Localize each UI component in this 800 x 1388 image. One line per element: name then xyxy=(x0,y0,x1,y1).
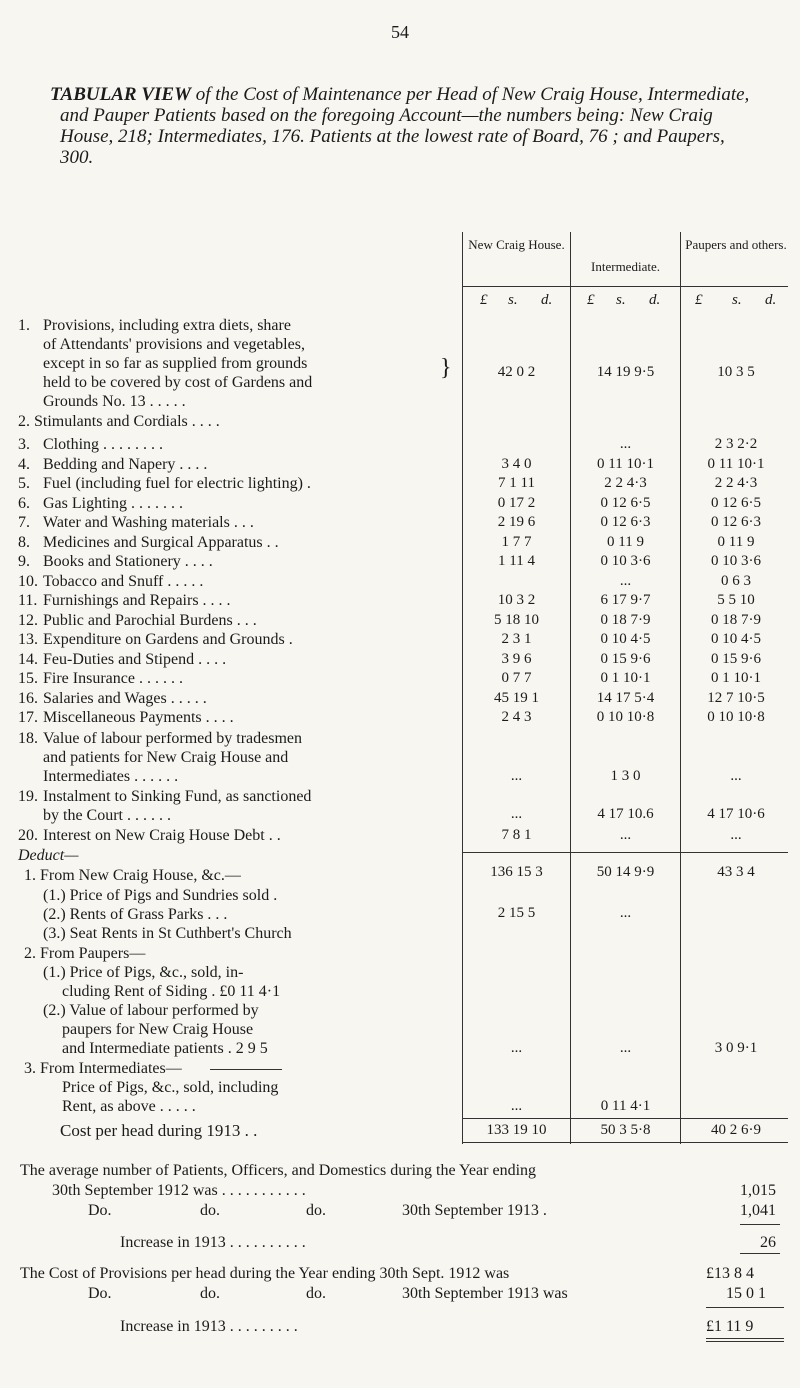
footer-value: 15 0 1 xyxy=(726,1285,766,1302)
footer-line: Increase in 1913 . . . . . . . . . . xyxy=(120,1234,306,1251)
footer-ditto: do. xyxy=(306,1202,326,1219)
row-number: 1. xyxy=(18,317,30,334)
header-rule xyxy=(463,286,788,287)
unit-shillings: s. xyxy=(616,292,626,308)
row-line: held to be covered by cost of Gardens and xyxy=(43,374,313,391)
row-number: 20. xyxy=(18,827,38,844)
row-number: 8. xyxy=(18,534,30,551)
row-line: Feu-Duties and Stipend . . . . xyxy=(43,651,227,668)
deduct-line: (1.) Price of Pigs and Sundries sold . xyxy=(43,887,278,904)
row-line: Public and Parochial Burdens . . . xyxy=(43,612,257,629)
cell-intermediate: 0 11 10·1 xyxy=(597,456,654,472)
row-line: Intermediates . . . . . . xyxy=(43,768,179,785)
cell-intermediate: 1 3 0 xyxy=(610,768,641,784)
row-line: Fire Insurance . . . . . . xyxy=(43,670,183,687)
footer-value: 1,041 xyxy=(740,1202,776,1219)
footer-rule xyxy=(740,1224,780,1225)
footer-rule xyxy=(740,1253,780,1254)
deduct-line: Price of Pigs, &c., sold, including xyxy=(62,1079,279,1096)
total-underline xyxy=(463,1142,788,1143)
deduct-intermediate: ... xyxy=(619,1040,632,1056)
row-number: 19. xyxy=(18,788,38,805)
row-line: Provisions, including extra diets, share xyxy=(43,317,291,334)
cell-paupers: 2 2 4·3 xyxy=(714,475,758,491)
row-number: 18. xyxy=(18,730,38,747)
cell-intermediate: 14 19 9·5 xyxy=(596,364,655,380)
footer-line: 30th September 1913 . xyxy=(402,1202,547,1219)
row-number: 4. xyxy=(18,456,30,473)
cell-paupers: 5 5 10 xyxy=(717,592,755,608)
footer-ditto: Do. xyxy=(88,1202,112,1219)
footer-value: £1 11 9 xyxy=(706,1318,754,1335)
total-intermediate: 50 3 5·8 xyxy=(600,1122,651,1138)
cell-intermediate: ... xyxy=(619,827,632,843)
cell-new-craig: 10 3 2 xyxy=(497,592,536,608)
deduct-new-craig: 2 15 5 xyxy=(497,905,536,921)
row-line: Clothing . . . . . . . . xyxy=(43,436,164,453)
cell-paupers: 0 10 10·8 xyxy=(707,709,765,725)
row-line: Bedding and Napery . . . . xyxy=(43,456,208,473)
row-number: 12. xyxy=(18,612,38,629)
row-line: Interest on New Craig House Debt . . xyxy=(43,827,281,844)
cell-paupers: 0 10 3·6 xyxy=(711,553,761,569)
row-line: Salaries and Wages . . . . . xyxy=(43,690,207,707)
row-line: Books and Stationery . . . . xyxy=(43,553,213,570)
total-label: Cost per head during 1913 . . xyxy=(60,1121,258,1140)
subtotal-new-craig: 136 15 3 xyxy=(490,864,543,880)
footer-line: 30th September 1913 was xyxy=(402,1285,568,1302)
cell-intermediate: 0 12 6·5 xyxy=(600,495,651,511)
footer-line: The Cost of Provisions per head during the Year ending 30th Sept. 1912 was xyxy=(20,1265,510,1282)
row-line: except in so far as supplied from grounds xyxy=(43,355,308,372)
row-line: Furnishings and Repairs . . . . xyxy=(43,592,231,609)
total-new-craig: 133 19 10 xyxy=(486,1122,547,1138)
cell-paupers: 0 18 7·9 xyxy=(711,612,761,628)
total-rule xyxy=(463,1118,788,1119)
row-number: 13. xyxy=(18,631,38,648)
cell-intermediate: 0 12 6·3 xyxy=(600,514,651,530)
deduct-new-craig: ... xyxy=(510,1040,523,1056)
deduct-line: (2.) Value of labour performed by xyxy=(43,1002,259,1019)
deduct-line: (2.) Rents of Grass Parks . . . xyxy=(43,906,228,923)
cell-paupers: 10 3 5 xyxy=(717,364,755,380)
row-line: Fuel (including fuel for electric lighting) . xyxy=(43,475,311,492)
deduct-intermediate: ... xyxy=(619,905,632,921)
footer-ditto: do. xyxy=(306,1285,326,1302)
cell-intermediate: 6 17 9·7 xyxy=(600,592,651,608)
deduct-line: and Intermediate patients . 2 9 5 xyxy=(62,1040,268,1057)
row-number: 15. xyxy=(18,670,38,687)
footer-value: £13 8 4 xyxy=(706,1265,754,1282)
page-title xyxy=(50,84,760,168)
unit-pounds: £ xyxy=(480,292,488,308)
deduct-item-1: 1. From New Craig House, &c.— xyxy=(24,867,241,884)
deduct-line: paupers for New Craig House xyxy=(62,1021,254,1038)
cell-intermediate: ... xyxy=(619,436,632,452)
row-number: 16. xyxy=(18,690,38,707)
cell-paupers: 0 6 3 xyxy=(721,573,751,589)
row-line: Gas Lighting . . . . . . . xyxy=(43,495,183,512)
row-number: 17. xyxy=(18,709,38,726)
cell-paupers: 0 10 4·5 xyxy=(711,631,761,647)
deduct-line: cluding Rent of Siding . £0 11 4·1 xyxy=(62,983,281,1000)
cell-intermediate: 4 17 10.6 xyxy=(597,806,654,822)
cell-new-craig: 0 17 2 xyxy=(497,495,536,511)
cell-new-craig: 2 19 6 xyxy=(497,514,536,530)
cell-new-craig: 42 0 2 xyxy=(497,364,536,380)
column-header-intermediate: Intermediate. xyxy=(591,259,660,274)
row-number: 10. xyxy=(18,573,38,590)
unit-shillings: s. xyxy=(732,292,742,308)
cell-new-craig: 7 8 1 xyxy=(501,827,532,843)
deduct-heading: Deduct— xyxy=(18,847,79,864)
cell-paupers: ... xyxy=(730,768,742,784)
row-line: Expenditure on Gardens and Grounds . xyxy=(43,631,293,648)
unit-shillings: s. xyxy=(508,292,518,308)
cell-intermediate: 0 11 9 xyxy=(607,534,644,550)
cell-new-craig: 2 4 3 xyxy=(501,709,532,725)
cell-intermediate: 0 15 9·6 xyxy=(600,651,651,667)
row-line: Water and Washing materials . . . xyxy=(43,514,254,531)
cell-new-craig: 5 18 10 xyxy=(494,612,539,628)
column-header-new-craig: New Craig House. xyxy=(468,237,565,252)
row-line: by the Court . . . . . . xyxy=(43,807,171,824)
cell-intermediate: 0 10 3·6 xyxy=(600,553,651,569)
cell-paupers: 0 1 10·1 xyxy=(711,670,761,686)
row-line: and patients for New Craig House and xyxy=(43,749,289,766)
cell-paupers: 4 17 10·6 xyxy=(707,806,765,822)
cell-new-craig: 3 4 0 xyxy=(501,456,532,472)
subtotal-intermediate: 50 14 9·9 xyxy=(596,864,655,880)
row-number: 11. xyxy=(18,592,38,609)
footer-ditto: do. xyxy=(200,1202,220,1219)
cell-paupers: 0 15 9·6 xyxy=(711,651,761,667)
deduct-new-craig: ... xyxy=(510,1098,523,1114)
footer-value: 1,015 xyxy=(740,1182,776,1199)
footer-rule xyxy=(706,1307,784,1308)
cell-new-craig: ... xyxy=(510,768,523,784)
subtotal-paupers: 43 3 4 xyxy=(717,864,755,880)
cell-new-craig: 1 7 7 xyxy=(501,534,532,550)
unit-pence: d. xyxy=(765,292,777,308)
deduct-intermediate: 0 11 4·1 xyxy=(600,1098,651,1114)
row-number: 9. xyxy=(18,553,30,570)
deduct-item-3: 3. From Intermediates— xyxy=(24,1060,182,1077)
footer-line: The average number of Patients, Officers, and Domestics during the Year ending xyxy=(20,1162,537,1179)
cell-paupers: 0 12 6·3 xyxy=(711,514,761,530)
deduct-line: Rent, as above . . . . . xyxy=(62,1098,196,1115)
footer-rule xyxy=(706,1338,784,1339)
deduct-paupers: 3 0 9·1 xyxy=(714,1040,758,1056)
cell-intermediate: 0 1 10·1 xyxy=(600,670,651,686)
subtotal-rule xyxy=(463,852,788,853)
unit-pounds: £ xyxy=(695,292,703,308)
cell-paupers: 2 3 2·2 xyxy=(714,436,758,452)
row-number: 3. xyxy=(18,436,30,453)
cell-intermediate: 0 10 4·5 xyxy=(600,631,651,647)
row-line: 2. Stimulants and Cordials . . . . xyxy=(18,413,220,430)
cell-paupers: ... xyxy=(730,827,742,843)
column-header-paupers: Paupers and others. xyxy=(685,237,787,252)
row-line: Grounds No. 13 . . . . . xyxy=(43,393,186,410)
page-number: 54 xyxy=(391,22,409,42)
cell-new-craig: ... xyxy=(510,806,523,822)
cell-new-craig: 3 9 6 xyxy=(501,651,532,667)
cell-new-craig: 2 3 1 xyxy=(501,631,532,647)
cell-paupers: 0 11 9 xyxy=(717,534,755,550)
cell-intermediate: 14 17 5·4 xyxy=(596,690,655,706)
row-line: Miscellaneous Payments . . . . xyxy=(43,709,234,726)
row-line: Value of labour performed by tradesmen xyxy=(43,730,303,747)
row-line: Medicines and Surgical Apparatus . . xyxy=(43,534,279,551)
title-rest: of the Cost of Maintenance per Head of New Craig House, Intermediate, and Pauper Patients based on the foregoing Account—the numbers being: New Craig House, 218; Intermediates, 176. Patients at the lowest rate of Board, 76 ; and Paupers, 300. xyxy=(60,84,750,168)
deduct-line: (1.) Price of Pigs, &c., sold, in- xyxy=(43,964,244,981)
cell-intermediate: 0 18 7·9 xyxy=(600,612,651,628)
footer-ditto: do. xyxy=(200,1285,220,1302)
row-number: 5. xyxy=(18,475,30,492)
cell-new-craig: 0 7 7 xyxy=(501,670,532,686)
footer-line: Increase in 1913 . . . . . . . . . xyxy=(120,1318,298,1335)
unit-pence: d. xyxy=(541,292,553,308)
row-number: 7. xyxy=(18,514,30,531)
unit-pence: d. xyxy=(649,292,661,308)
deduct-item-2: 2. From Paupers— xyxy=(24,945,146,962)
total-paupers: 40 2 6·9 xyxy=(711,1122,761,1138)
unit-pounds: £ xyxy=(587,292,595,308)
deduct-line: (3.) Seat Rents in St Cuthbert's Church xyxy=(43,925,292,942)
cell-paupers: 0 11 10·1 xyxy=(707,456,765,472)
brace-icon: } xyxy=(440,355,452,381)
cell-new-craig: 7 1 11 xyxy=(498,475,535,491)
row-line: Tobacco and Snuff . . . . . xyxy=(43,573,204,590)
deduct-rule xyxy=(210,1069,282,1070)
cell-intermediate: 2 2 4·3 xyxy=(604,475,647,491)
row-number: 6. xyxy=(18,495,30,512)
footer-ditto: Do. xyxy=(88,1285,112,1302)
row-line: Instalment to Sinking Fund, as sanctioned xyxy=(43,788,312,805)
footer-rule xyxy=(706,1341,784,1342)
footer-line: 30th September 1912 was . . . . . . . . . . . xyxy=(52,1182,306,1199)
cell-paupers: 0 12 6·5 xyxy=(711,495,761,511)
cell-intermediate: 0 10 10·8 xyxy=(596,709,655,725)
cell-new-craig: 45 19 1 xyxy=(494,690,539,706)
footer-value: 26 xyxy=(760,1234,776,1251)
cell-paupers: 12 7 10·5 xyxy=(707,690,765,706)
row-number: 14. xyxy=(18,651,38,668)
row-line: of Attendants' provisions and vegetables, xyxy=(43,336,305,353)
cell-new-craig: 1 11 4 xyxy=(498,553,535,569)
cell-intermediate: ... xyxy=(619,573,632,589)
title-lead: TABULAR VIEW xyxy=(50,84,191,105)
